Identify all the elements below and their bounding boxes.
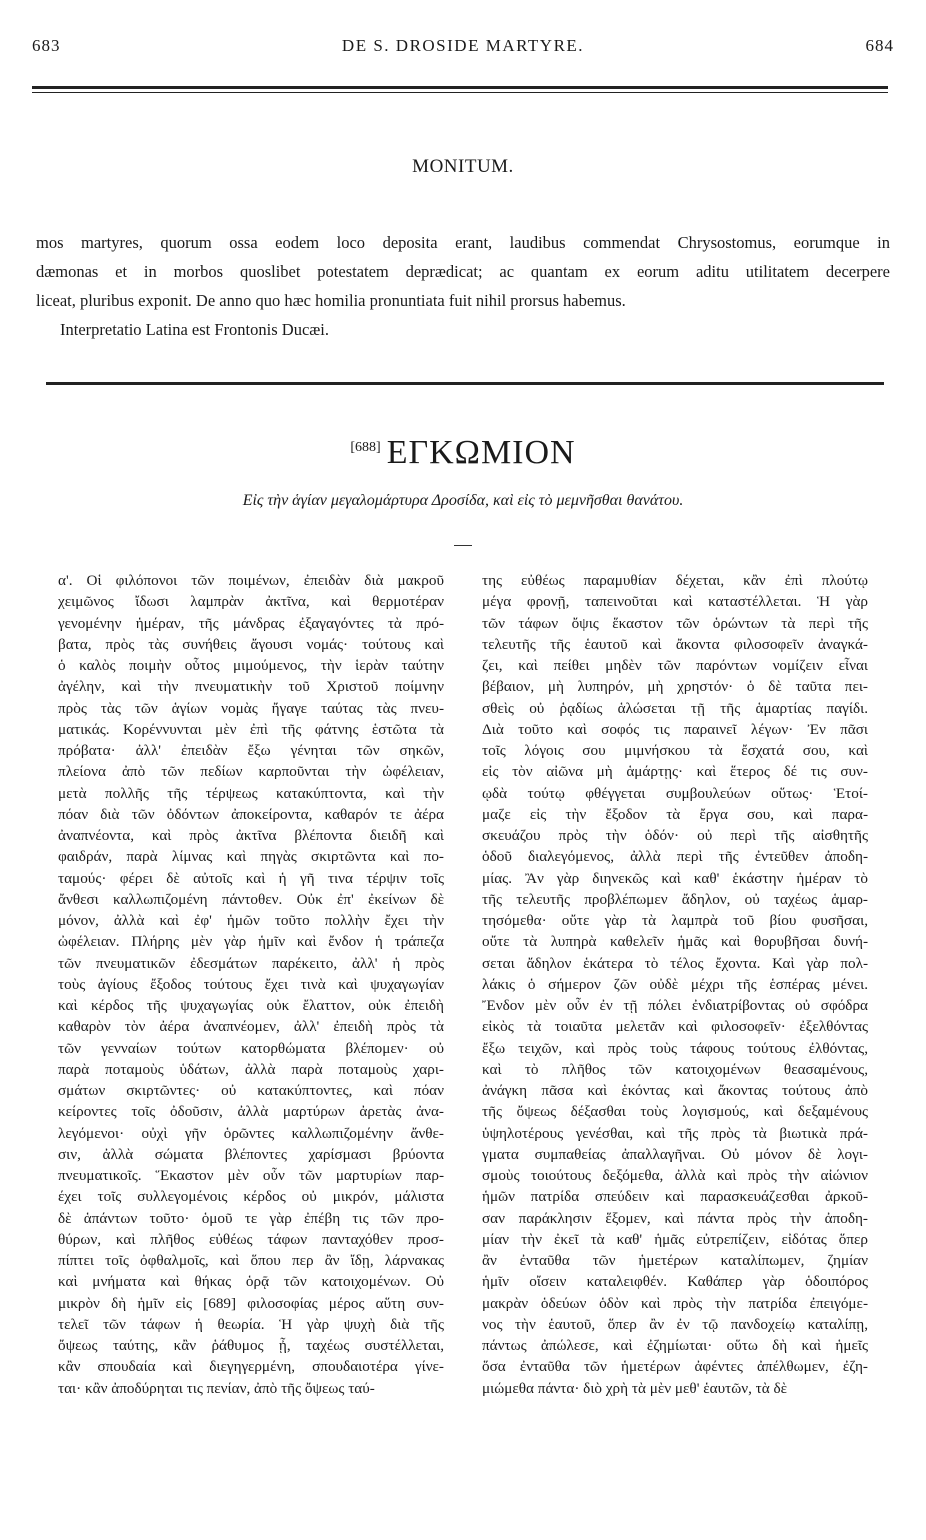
homily-subtitle: Εἰς τὴν ἁγίαν μεγαλομάρτυρα Δροσίδα, καὶ εἰς τὸ μεμνῆσθαι θανάτου. [242,492,684,509]
text-line: καὶ κέρδος τῆς ψυχαγωγίας οὐκ ἔλαττον, οὐκ ἐπειδὴ [58,997,444,1014]
running-header [32,36,894,58]
text-line: τῶν πνευματικῶν ἐδεσμάτων παρέκειτο, ἀλλ' ἡ πρὸς [58,954,444,972]
text-line: τησόμεθα· οὔτε γὰρ τὰ λαμπρὰ τοῦ βίου φυσῆσαι, [482,912,868,929]
text-line: ὅσα ἐνταῦθα τῶν ἡμετέρων ἀφέντες ἀπέλθωμεν, ἐζη- [482,1358,868,1376]
text-line: της εὐθέως παραμυθίαν δέχεται, κἂν ἐπὶ πλούτῳ [482,572,868,589]
monitum-line: dæmonas et in morbos quoslibet potestatem deprædicat; ac quantam ex eorum aditu utilitatem decerpere [36,262,890,281]
homily-heading: ΕΓΚΩΜΙΟΝ [386,434,576,471]
text-line: ταμούς· φέρει δὲ αὐτοῖς καὶ ἡ γῆ τινα τέρψιν τοῖς [58,869,444,887]
monitum-heading: MONITUM. [412,156,514,177]
text-line: καθαρὸν τὸν ἀέρα ἀναπνέομεν, ἀλλ' ἐπειδὴ πρὸς τὰ [58,1018,444,1036]
page-number-right: 684 [865,36,894,55]
text-line: γενομένην ἡμέραν, τῆς μάνδρας ἐξαγαγόντες τὰ πρό- [58,614,444,632]
text-line: ἂν ἐνταῦθα τῶν ἡμετέρων καταλίπωμεν, ζημίαν [482,1252,868,1269]
text-line: λάκις ὁ σήμερον ζῶν οὐδὲ μέχρι τῆς ἑσπέρας μένει. [482,975,868,993]
text-line: ματικάς. Κορέννυνται μὲν ἐπὶ τῆς φάτνης ἑστῶτα τὰ [58,720,444,738]
text-line: εἰκὸς τὰ τοιαῦτα μελετᾶν καὶ φιλοσοφεῖν· ἐξελθόντας [482,1018,868,1036]
text-line: ζει, καὶ πείθει μηδὲν τῶν παρόντων νομίζειν εἶναι [482,657,868,674]
text-line: βατα, πρὸς τὰς συνήθεις ἄγουσι νομάς· τούτους καὶ [58,635,444,653]
text-line: πνευματικοῖς. Ἕκαστον μὲν οὖν τῶν μαρτυρίων παρ- [58,1167,444,1184]
text-line: πλείονα ἀπὸ τῶν πεδίων καρποῦνται τὴν ὠφέλειαν, [58,763,444,781]
header-rule-thick [32,86,888,89]
text-line: μόνον, ἀλλὰ καὶ ἐφ' ἡμῶν τοῦτο πολλὴν ἔχει τὴν [58,912,444,929]
text-line: χειμῶνος ἴδωσι λαμπρὰν ἀκτῖνα, καὶ θερμοτέραν [58,593,444,611]
text-line: γματα συμπαθείας ἀπαλλαγῆναι. Οὐ μόνον δὲ λογι- [482,1145,868,1163]
text-line: φαιδράν, παρὰ λίμνας καὶ πηγὰς σκιρτῶντα καὶ πο- [58,848,444,866]
header-rule-thin [32,92,888,93]
text-line: σεται ἄδηλον ἑκάτερα τὸ τέλος ἔχοντα. Καὶ γὰρ πολ- [482,954,868,972]
text-line: σκευάζου πρὸς τὴν ὁδόν· οὐ περὶ τῆς αἰσθητῆς [482,827,868,844]
text-line: κείροντες τοῖς ὀδοῦσιν, ἀλλὰ μαρτύρων ἀρετὰς ἀνα- [58,1103,444,1121]
text-line: πόαν διὰ τῶν ὀδόντων ἀποκείροντα, καθαρόν τε ἀέρα [58,805,444,823]
text-line: μέγα φρονῇ, ταπεινοῦται καὶ καταστέλλεται. Ἡ γὰρ [482,593,868,611]
text-line: σμοὺς τοιούτους δεξόμεθα, ἀλλὰ καὶ πρὸς τὴν αἰώνιον [482,1167,868,1184]
text-line: λεγόμενοι· οὐχὶ γῆν ὁρῶντες καλλωπιζομένην ἄνθε- [58,1124,444,1142]
text-line: ὑψηλοτέρους γενέσθαι, καὶ τῆς πρὸς τὰ βιωτικὰ πρά- [482,1124,868,1142]
column-reference: [688] [350,440,381,455]
text-line: Ἔνδον μὲν οὖν ἐν τῇ πόλει ἐνδιατρίβοντας οὐ σφόδρα [482,997,868,1014]
monitum-line: Interpretatio Latina est Frontonis Ducæi. [60,320,329,339]
text-line: ἡμῖν οἴσειν καταλειφθέν. Καθάπερ γὰρ ὁδοιπόρος [482,1273,868,1291]
text-line: πίπτει τοῖς ὀφθαλμοῖς, καὶ ὅπου περ ἂν ἴδῃ, λάρνακας [58,1252,444,1269]
page-number-left: 683 [32,36,61,55]
text-line: ται· κἂν ἀποδύρηται τις πενίαν, ἀπὸ τῆς ὄψεως ταύ- [58,1379,375,1397]
text-line: θύρων, καὶ πλῆθος εὐθέως τάφων πανταχόθεν προσ- [58,1230,444,1248]
text-line: πρὸς τὰς τῶν ἁγίων νομὰς ἤγαγε ταύτας τὰς πνευ- [58,699,444,717]
text-line: ἡμῶν πατρίδα σπεύδειν καὶ παρασκευάζεσθαι ἀρκοῦ- [482,1188,868,1206]
text-line: μακρὰν ὁδεύων ὁδὸν καὶ πρὸς τὴν πατρίδα ἐπειγόμε- [482,1294,868,1312]
text-line: τῆς τελευτῆς προβλέπωμεν ἄδηλον, οὐ ταχέως ἁμαρ- [482,890,868,908]
text-line: ὁ καλὸς ποιμὴν οὗτος μιμούμενος, τὴν ἱερὰν ταύτην [58,657,444,674]
text-line: τῆς ὄψεως δέξασθαι τοὺς λογισμούς, καὶ δεξαμένους [482,1103,868,1121]
text-line: τοῖς λόγοις σου μιμνήσκου τὰ ἔσχατά σου, καὶ [482,742,868,759]
monitum-line: liceat, pluribus exponit. De anno quo hæc homilia pronuntiata fuit nihil prorsus habemus. [36,291,626,310]
text-line: σθεὶς οὐ ῥᾳδίως ἁλώσεται τῇ τῆς ἁμαρτίας παγίδι. [482,699,868,717]
text-line: ἀναπνέοντα, καὶ πρὸς ἀκτῖνα βλέποντα διειδῆ καὶ [58,827,444,844]
text-line: α'. Οἱ φιλόπονοι τῶν ποιμένων, ἐπειδὰν διὰ μακροῦ [58,572,444,589]
text-line: κἂν σπουδαία καὶ διεγηγερμένη, σπουδαιοτέρα γίνε- [58,1358,444,1376]
text-line: ὠφέλειαν. Πλήρης μὲν γὰρ ἡμῖν καὶ ἔνδον ἡ τράπεζα [58,933,444,951]
text-line: τελεῖ τῶν τάφων ἡ θεωρία. Ἡ γὰρ ψυχὴ διὰ τῆς [58,1315,444,1333]
text-line: μικρὸν δὴ ἡμῖν εἰς [689] φιλοσοφίας μέρος αὕτη συν- [58,1294,444,1312]
text-line: εἰς τὸν αἰῶνα μὴ ἁμάρτῃς· καὶ ἕτερος δέ τις συν- [482,763,868,781]
text-line: καὶ μνήματα καὶ θήκας ὁρᾷ τῶν κατοιχομένων. Οὐ [58,1273,444,1291]
text-line: ἀνάγκη πᾶσα καὶ ἑκόντας καὶ ἄκοντας τούτους ἀπὸ [482,1082,868,1099]
right-text-column [482,570,868,1399]
section-rule [46,382,884,385]
text-line: ὁδοῦ διαλεγόμενος, ἀλλὰ περὶ τῆς ἐντεῦθεν ἀποδη- [482,848,868,866]
text-line: σαν παράκλησιν ἕξομεν, καὶ πάντα πρὸς τὴν ἀποδη- [482,1209,868,1227]
text-line: ῳδὰ τούτῳ φθέγγεται συμβουλεύων οὕτως· Ἑτοί- [482,784,868,802]
text-line: βέβαιον, μὴ λυπηρόν, μὴ χρηστόν· ὁ δὲ ταῦτα πει- [482,678,868,696]
text-line: μίας. Ἂν γὰρ διηνεκῶς καὶ καθ' ἑκάστην ἡμέραν τὸ [482,869,868,887]
text-line: ἀγέλην, καὶ τὴν πνευματικὴν τοῦ Χριστοῦ ποίμνην [58,678,444,696]
text-line: τῶν τάφων ὄψις ἕκαστον τῶν ὁρώντων τὰ περὶ τῆς [482,614,868,632]
text-line: ὄψεως ταύτης, κἂν ῥάθυμος ᾖ, ταχέως συστέλλεται, [58,1337,444,1354]
monitum-line: mos martyres, quorum ossa eodem loco deposita erant, laudibus commendat Chrysostomus, eorumque in [36,233,890,252]
text-line: σιν, ἀλλὰ σώματα βλέποντες χαρίσμασι βρύοντα [58,1145,444,1163]
text-line: παρὰ ποταμοὺς ὑδάτων, ἀλλὰ παρὰ ποταμοὺς χαρι- [58,1060,444,1078]
text-line: σμάτων σκιρτῶντες· οὐ κατακύπτοντες, καὶ πόαν [58,1082,444,1099]
text-line: ἔξω τειχῶν, καὶ πρὸς τοὺς τάφους τούτους ἐλθόντας, [482,1039,868,1057]
text-line: τελευτῆς τῆς ἑαυτοῦ καὶ ἄκοντα φιλοσοφεῖν ἀναγκά- [482,635,868,653]
text-line: Διὰ τοῦτο καὶ σοφός τις παραινεῖ λέγων· Ἐν πᾶσι [482,720,868,738]
text-line: πάντως ἀπώλεσε, καὶ ἐζημίωται· οὕτω δὴ καὶ ἡμεῖς [482,1337,868,1354]
text-line: έχει τοῖς συλλεγομένοις κέρδος οὐ μικρόν, μάλιστα [58,1188,444,1206]
text-line: τοὺς ἁγίους ἔξοδος τούτους ἔχει τινὰ καὶ ψυχαγωγίαν [58,975,444,993]
monitum-text [36,228,890,344]
text-line: μίαν τὴν ἐκεῖ τὰ καθ' ἡμᾶς εὐτρεπίζειν, εἰδότας ὅπερ [482,1230,868,1248]
text-line: μαζε εἰς τὴν ἔξοδον τὰ ἔργα σου, καὶ παρα- [482,805,868,823]
text-line: νος τὴν ἑαυτοῦ, ὅπερ ἂν ἐν τῷ πανδοχείῳ καταλίπῃ, [482,1315,868,1333]
text-line: δὲ ἁπάντων τοῦτο· ὁμοῦ τε γὰρ ἐπέβη τις τῶν προ- [58,1209,444,1227]
text-line: πρόβατα· ἀλλ' ἐπειδὰν ἔξω γένηται τῶν σηκῶν, [58,742,444,759]
homily-title [0,434,926,472]
running-title: DE S. DROSIDE MARTYRE. [341,36,585,55]
text-line: οὔτε τὰ λυπηρὰ καθελεῖν ἡμᾶς καὶ θορυβῆσαι δυνή- [482,933,868,951]
text-line: μετὰ πολλῆς τῆς τέρψεως κατακύπτοντα, καὶ τὴν [58,784,444,802]
left-text-column [58,570,444,1399]
text-line: ἄνθεσι καλλωπιζομένη πάντοθεν. Οὐκ ἐπ' ἐκείνων δὲ [58,890,444,908]
text-line: τῶν γενναίων τούτων κατορθώματα βλέπομεν· οὐ [58,1039,444,1057]
title-separator [454,545,472,546]
text-line: καὶ τὸ πλῆθος τῶν κατοιχομένων θεασαμένους, [482,1060,868,1078]
text-line: μιώμεθα πάντα· διὸ χρὴ τὰ μὲν μεθ' ἑαυτῶν, τὰ δὲ [482,1379,788,1397]
